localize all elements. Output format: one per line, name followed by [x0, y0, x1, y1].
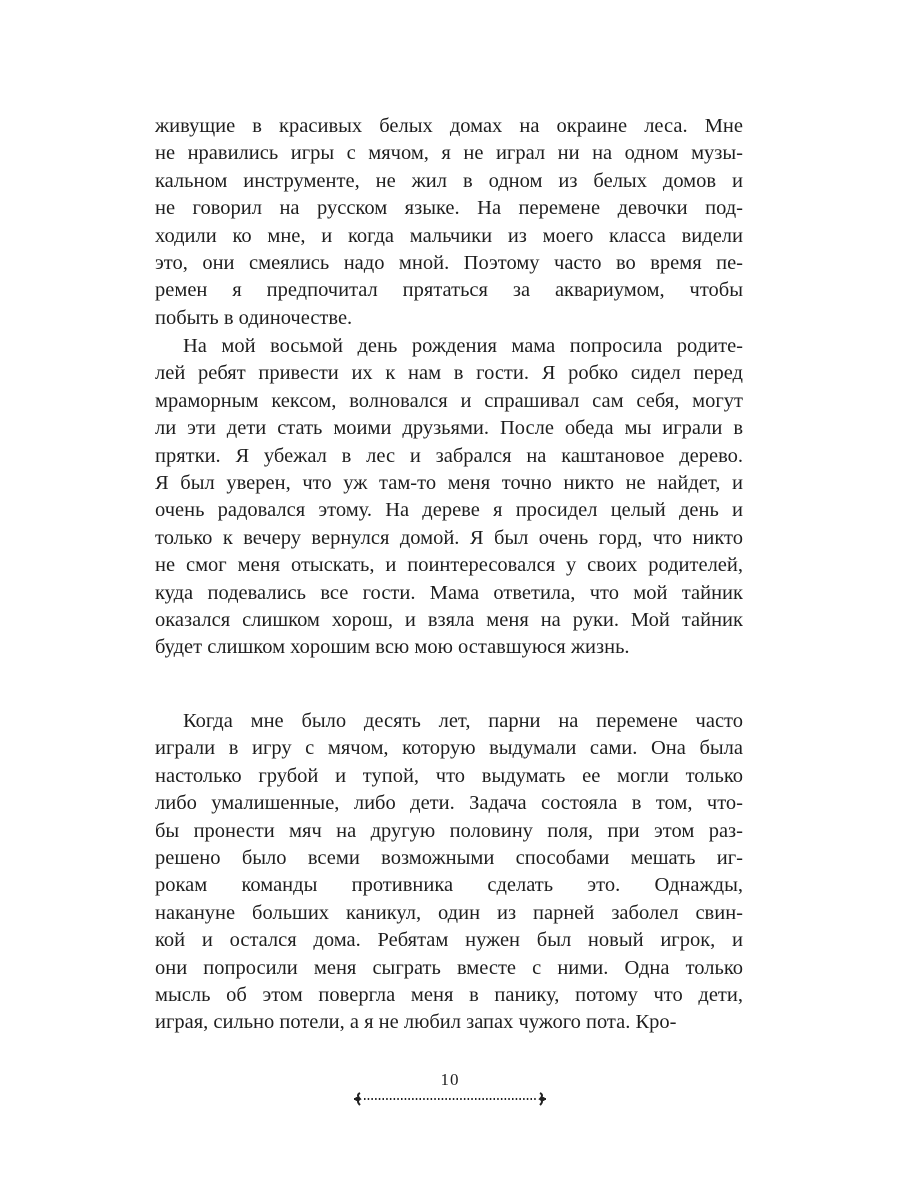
text-line: это, они смеялись надо мной. Поэтому часто во время пе-: [155, 251, 743, 274]
text-line: накануне больших каникул, один из парней заболел свин-: [155, 901, 743, 924]
text-line: играя, сильно потели, а я не любил запах чужого пота. Кро-: [155, 1011, 677, 1034]
text-line: Когда мне было десять лет, парни на перемене часто: [183, 710, 743, 732]
text-line: куда подевались все гости. Мама ответила, что мой тайник: [155, 581, 743, 604]
text-line: кальном инструменте, не жил в одном из белых домов и: [155, 169, 743, 192]
text-line: не нравились игры с мячом, я не играл ни на одном музы-: [155, 142, 743, 165]
text-line: лей ребят привести их к нам в гости. Я робко сидел перед: [155, 362, 743, 385]
text-line: играли в игру с мячом, которую выдумали сами. Она была: [155, 737, 743, 760]
footer-ornament-icon: [350, 1090, 550, 1108]
text-line: только к вечеру вернулся домой. Я был очень горд, что никто: [155, 526, 743, 549]
text-line: либо умалишенные, либо дети. Задача состояла в том, что-: [155, 792, 743, 815]
text-line: прятки. Я убежал в лес и забрался на каштановое дерево.: [155, 444, 743, 467]
text-line: решено было всеми возможными способами мешать иг-: [155, 846, 743, 869]
text-line: мысль об этом повергла меня в панику, потому что дети,: [155, 983, 743, 1006]
text-line: Я был уверен, что уж там-то меня точно никто не найдет, и: [155, 471, 743, 494]
text-line: рокам команды противника сделать это. Однажды,: [155, 874, 743, 897]
paragraph-1: [155, 113, 743, 332]
text-line: ремен я предпочитал прятаться за аквариумом, чтобы: [155, 279, 743, 302]
text-line: ходили ко мне, и когда мальчики из моего класса видели: [155, 224, 743, 247]
text-line: На мой восьмой день рождения мама попросила родите-: [183, 335, 743, 357]
text-line: оказался слишком хорош, и взяла меня на руки. Мой тайник: [155, 608, 743, 631]
text-line: бы пронести мяч на другую половину поля, при этом раз-: [155, 819, 743, 842]
paragraph-3: [155, 708, 743, 1037]
text-line: побыть в одиночестве.: [155, 306, 353, 329]
page-number: 10: [440, 1070, 460, 1089]
text-line: будет слишком хорошим всю мою оставшуюся жизнь.: [155, 636, 630, 659]
text-line: ли эти дети стать моими друзьями. После обеда мы играли в: [155, 417, 743, 440]
text-line: настолько грубой и тупой, что выдумать ее могли только: [155, 764, 743, 787]
text-line: очень радовался этому. На дереве я просидел целый день и: [155, 499, 743, 522]
text-line: не смог меня отыскать, и поинтересовался у своих родителей,: [155, 554, 743, 577]
text-line: не говорил на русском языке. На перемене девочки под-: [155, 197, 743, 220]
text-line: кой и остался дома. Ребятам нужен был новый игрок, и: [155, 929, 743, 952]
text-line: живущие в красивых белых домах на окраине леса. Мне: [155, 115, 743, 137]
text-line: они попросили меня сыграть вместе с ними. Одна только: [155, 956, 743, 979]
text-line: мраморным кексом, волновался и спрашивал сам себя, могут: [155, 389, 743, 412]
paragraph-2: [155, 333, 743, 662]
